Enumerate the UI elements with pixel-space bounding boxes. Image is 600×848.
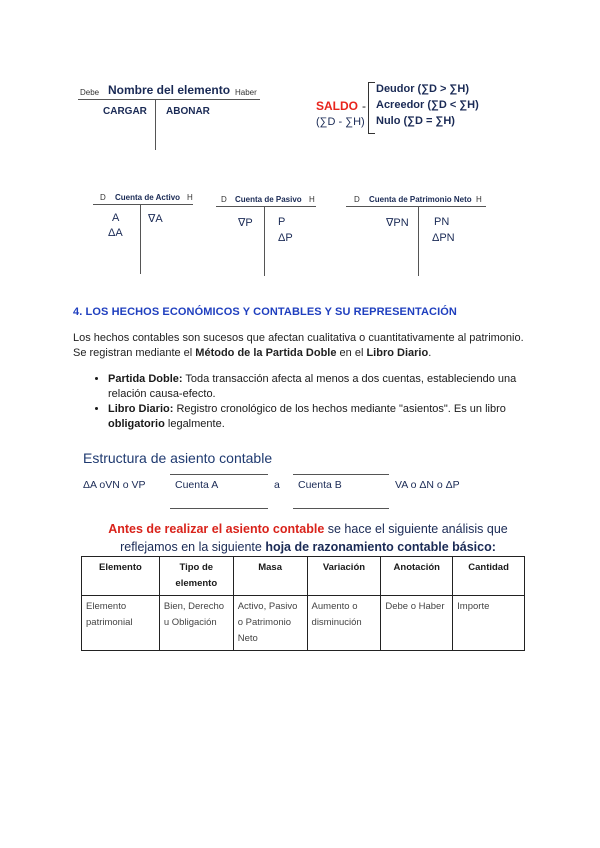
abonar-label: ABONAR	[166, 106, 210, 117]
pn-right-2: ΔPN	[432, 232, 455, 244]
saldo-formula: (∑D - ∑H)	[316, 116, 365, 128]
activo-left-2: ΔA	[108, 227, 123, 239]
td-cantidad: Importe	[453, 596, 525, 651]
activo-d: D	[100, 193, 106, 202]
saldo-nulo: Nulo (∑D = ∑H)	[376, 115, 455, 127]
pn-d: D	[354, 195, 360, 204]
table-row	[82, 596, 525, 651]
pn-left-1: ∇PN	[386, 217, 409, 229]
p2-text-a: Se registran mediante el	[73, 347, 196, 359]
asiento-line-top-right	[293, 474, 389, 475]
td-variacion: Aumento o disminución	[307, 596, 381, 651]
bullet-1-text: Toda transacción afecta al menos a dos cuentas, estableciendo una relación causa-efecto.	[108, 373, 517, 400]
asiento-line-top-left	[170, 474, 268, 475]
td-elemento: Elemento patrimonial	[82, 596, 160, 651]
asiento-cuenta-b: Cuenta B	[298, 479, 342, 491]
saldo-deudor: Deudor (∑D > ∑H)	[376, 83, 469, 95]
pasivo-right-2: ΔP	[278, 232, 293, 244]
asiento-line-bottom-left	[170, 508, 268, 509]
pasivo-d: D	[221, 195, 227, 204]
asiento-line-bottom-right	[293, 508, 389, 509]
activo-title: Cuenta de Activo	[115, 193, 181, 202]
section-title: 4. LOS HECHOS ECONÓMICOS Y CONTABLES Y SU REPRESENTACIÓN	[73, 306, 457, 318]
haber-label: Haber	[235, 88, 257, 97]
t-account-hline	[78, 99, 260, 100]
asiento-title: Estructura de asiento contable	[83, 450, 273, 466]
bullet-2-label: Libro Diario:	[108, 403, 174, 415]
th-masa: Masa	[233, 557, 307, 596]
td-anotacion: Debe o Haber	[381, 596, 453, 651]
table-header-row	[82, 557, 525, 596]
th-anotacion: Anotación	[381, 557, 453, 596]
pasivo-right-1: P	[278, 216, 286, 228]
analysis-l2-a: reflejamos en la siguiente	[120, 540, 266, 554]
saldo-dash: -	[362, 99, 366, 113]
asiento-left-formula: ΔA oVN o VP	[83, 479, 146, 491]
th-elemento: Elemento	[82, 557, 160, 596]
bullet-1-label: Partida Doble:	[108, 373, 183, 385]
t-account-vline	[155, 99, 156, 150]
pn-hline	[346, 206, 486, 207]
analysis-text	[88, 520, 528, 556]
section-paragraph	[73, 331, 533, 361]
activo-right-1: ∇A	[148, 213, 163, 225]
saldo-label: SALDO	[316, 99, 358, 113]
p2-text-c: en el	[336, 347, 367, 359]
t-account-title: Nombre del elemento	[108, 83, 231, 97]
bullet-2-text-b: legalmente.	[164, 418, 225, 430]
bullet-partida-doble	[108, 372, 530, 402]
cargar-label: CARGAR	[103, 106, 147, 117]
pasivo-title: Cuenta de Pasivo	[235, 195, 302, 204]
activo-left-1: A	[112, 212, 120, 224]
debe-label: Debe	[80, 88, 100, 97]
td-tipo: Bien, Derecho u Obligación	[159, 596, 233, 651]
asiento-cuenta-a: Cuenta A	[175, 479, 219, 491]
activo-vline	[140, 204, 141, 274]
pn-title: Cuenta de Patrimonio Neto	[369, 195, 472, 204]
paragraph-line-2	[73, 346, 533, 361]
pasivo-hline	[216, 206, 316, 207]
pn-vline	[418, 206, 419, 276]
bullet-2-text-a: Registro cronológico de los hechos mediante "asientos". Es un libro	[173, 403, 506, 415]
paragraph-line-1: Los hechos contables son sucesos que afectan cualitativa o cuantitativamente al patrimonio.	[73, 332, 524, 344]
pasivo-vline	[264, 206, 265, 276]
th-variacion: Variación	[307, 557, 381, 596]
pn-right-1: PN	[434, 216, 450, 228]
p2-text-e: .	[428, 347, 432, 359]
analysis-red: Antes de realizar el asiento contable	[108, 522, 325, 536]
p2-bold-partida: Método de la Partida Doble	[195, 347, 337, 359]
pn-h: H	[476, 195, 482, 204]
bullet-list	[90, 372, 530, 432]
activo-hline	[93, 204, 193, 205]
p2-bold-libro: Libro Diario	[366, 347, 429, 359]
td-masa: Activo, Pasivo o Patrimonio Neto	[233, 596, 307, 651]
th-tipo: Tipo de elemento	[159, 557, 233, 596]
th-cantidad: Cantidad	[453, 557, 525, 596]
analysis-line-2	[88, 538, 528, 556]
pasivo-left-1: ∇P	[238, 217, 253, 229]
pasivo-h: H	[309, 195, 315, 204]
razonamiento-table	[81, 556, 525, 651]
saldo-bracket	[368, 82, 375, 134]
asiento-right-formula: VA o ΔN o ΔP	[395, 479, 460, 491]
analysis-line-1	[88, 520, 528, 538]
asiento-a: a	[274, 479, 280, 491]
activo-h: H	[187, 193, 193, 202]
analysis-l2-bold: hoja de razonamiento contable básico:	[265, 540, 496, 554]
analysis-rest: se hace el siguiente análisis que	[324, 522, 508, 536]
saldo-acreedor: Acreedor (∑D < ∑H)	[376, 99, 479, 111]
bullet-2-bold: obligatorio	[108, 418, 165, 430]
bullet-libro-diario	[108, 402, 530, 432]
